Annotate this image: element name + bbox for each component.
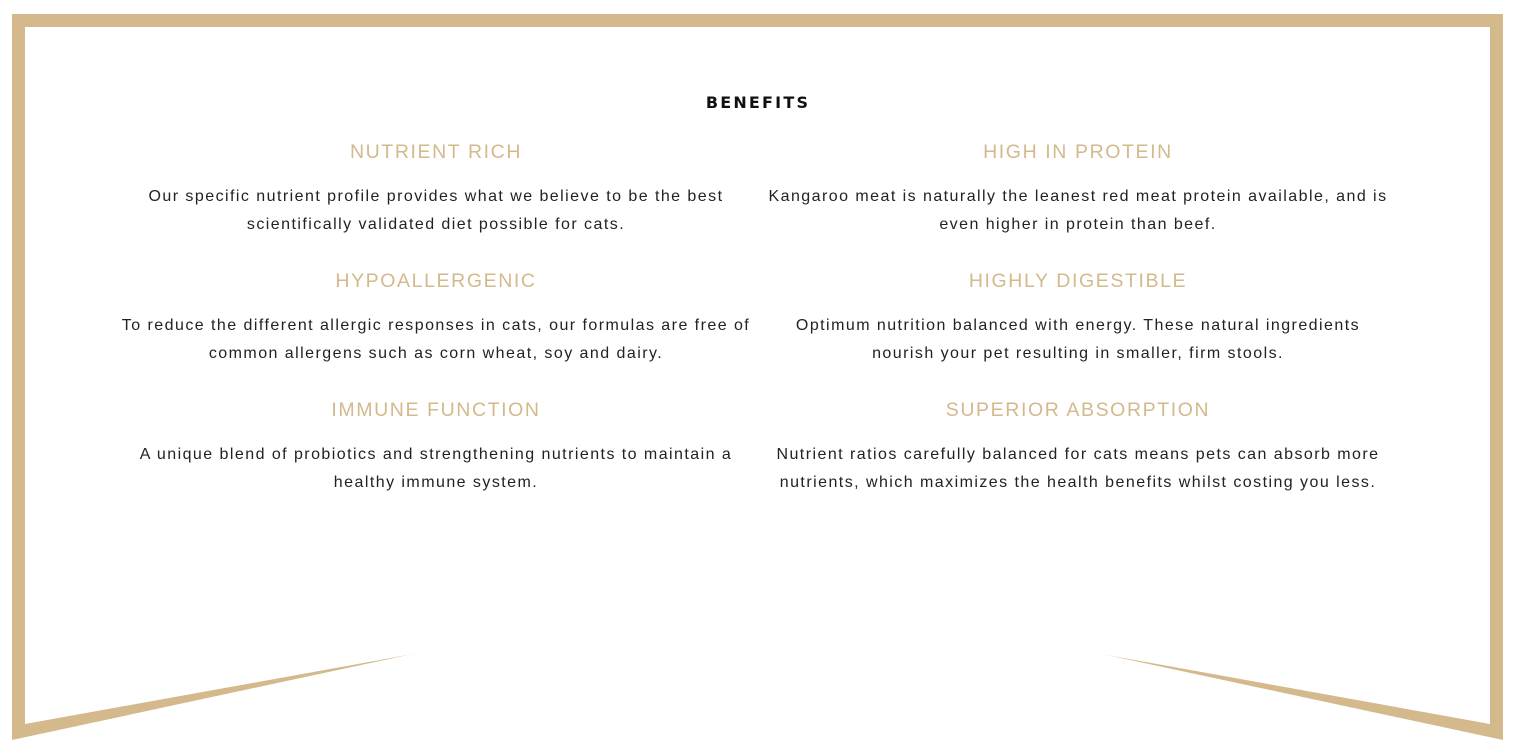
benefit-heading: HIGH IN PROTEIN xyxy=(983,141,1173,163)
benefit-heading: HIGHLY DIGESTIBLE xyxy=(968,270,1188,292)
benefit-description: Our specific nutrient profile provides what we believe to be the best scientifically validated diet possible for cats. xyxy=(148,188,724,233)
benefit-heading: SUPERIOR ABSORPTION xyxy=(945,399,1211,421)
benefit-description: Optimum nutrition balanced with energy. These natural ingredients nourish your pet resulting in smaller, firm stools. xyxy=(795,317,1361,362)
benefit-description: Nutrient ratios carefully balanced for cats means pets can absorb more nutrients, which maximizes the health benefits whilst costing you less. xyxy=(776,446,1380,491)
benefit-description: A unique blend of probiotics and strengthening nutrients to maintain a healthy immune system. xyxy=(139,446,733,491)
benefit-immune-function xyxy=(121,399,751,497)
benefit-hypoallergenic xyxy=(121,270,751,368)
benefit-description: To reduce the different allergic responses in cats, our formulas are free of common allergens such as corn wheat, soy and dairy. xyxy=(121,317,751,362)
benefit-highly-digestible xyxy=(763,270,1393,368)
benefit-superior-absorption xyxy=(763,399,1393,497)
benefit-nutrient-rich xyxy=(121,141,751,239)
benefit-high-in-protein xyxy=(763,141,1393,239)
benefit-heading: HYPOALLERGENIC xyxy=(335,270,537,292)
benefit-heading: IMMUNE FUNCTION xyxy=(331,399,541,421)
benefit-description: Kangaroo meat is naturally the leanest red meat protein available, and is even higher in protein than beef. xyxy=(768,188,1388,233)
benefit-heading: NUTRIENT RICH xyxy=(349,141,523,163)
section-title: BENEFITS xyxy=(705,93,811,112)
